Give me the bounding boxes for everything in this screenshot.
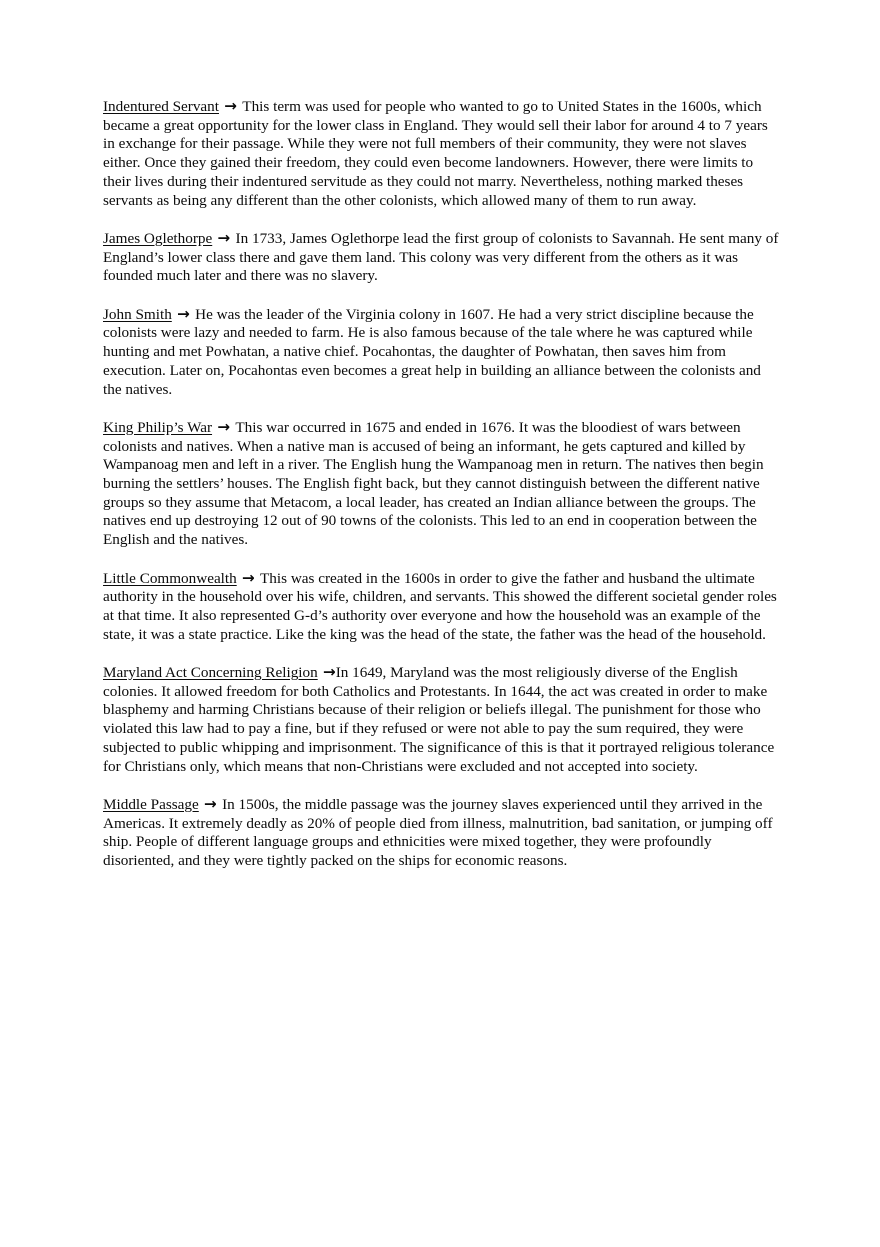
term-label: King Philip’s War — [103, 418, 213, 436]
right-arrow-icon: → — [317, 663, 336, 682]
entry-middle-passage — [103, 795, 779, 871]
definition-text: In 1500s, the middle passage was the journey slaves experienced until they arrived in the Americas. It extremely deadly as 20% of people died from illness, malnutrition, bad sanitation, or jumping off ship. People of different language groups and ethnicities were mixed together, they were profoundly disoriented, and they were tightly packed on the ships for economic reasons. — [103, 795, 773, 870]
entry-maryland-act-concerning-religion — [103, 663, 779, 776]
right-arrow-icon: → — [218, 97, 243, 115]
term-label: Middle Passage — [103, 795, 199, 813]
definition-text: In 1733, James Oglethorpe lead the first group of colonists to Savannah. He sent many of England’s lower class there and gave them land. This colony was very different from the others as it was founded much later and there was no slavery. — [103, 229, 779, 285]
term-label: Little Commonwealth — [103, 569, 237, 587]
right-arrow-icon: → — [212, 417, 236, 436]
definition-text: He was the leader of the Virginia colony in 1607. He had a very strict discipline because the colonists were lazy and needed to farm. He is also famous because of the tale where he was captured while hunting and met Powhatan, a native chief. Pocahontas, the daughter of Powhatan, then saves him from execution. Later on, Pocahontas even becomes a great help in building an alliance between the colonists and the natives. — [103, 305, 761, 398]
right-arrow-icon: → — [212, 228, 236, 247]
document-content — [103, 97, 779, 889]
definition-text: In 1649, Maryland was the most religiously diverse of the English colonies. It allowed freedom for both Catholics and Protestants. In 1644, the act was created in order to make blasphemy and harming Christians because of their religion or beliefs illegal. The punishment for those who violated this law had to pay a fine, but if they refused or were not able to pay the sum required, they were subjected to public whipping and imprisonment. The significance of this is that it portrayed religious tolerance for Christians only, which means that non-Christians were excluded and not accepted into society. — [103, 664, 775, 775]
entry-john-smith — [103, 305, 779, 400]
entry-indentured-servant — [103, 97, 779, 210]
right-arrow-icon: → — [236, 568, 261, 587]
entry-james-oglethorpe — [103, 229, 779, 286]
entry-little-commonwealth — [103, 569, 779, 645]
definition-text: This was created in the 1600s in order to give the father and husband the ultimate authority in the household over his wife, children, and servants. This showed the different societal gender roles at that time. It also represented G-d’s authority over everyone and how the household was an example of the state, it was a state practice. Like the king was the head of the state, the father was the head of the household. — [103, 569, 777, 643]
term-label: James Oglethorpe — [103, 229, 213, 247]
right-arrow-icon: → — [171, 304, 196, 323]
entry-king-philips-war — [103, 418, 779, 550]
term-label: John Smith — [103, 305, 172, 323]
term-label: Indentured Servant — [103, 98, 219, 115]
definition-text: This war occurred in 1675 and ended in 1676. It was the bloodiest of wars between colonists and natives. When a native man is accused of being an informant, he gets captured and killed by Wampanoag men and left in a river. The English hung the Wampanoag men in return. The natives then begin burning the settlers’ houses. The English fight back, but they cannot distinguish between the different native groups so they assume that Metacom, a local leader, has created an Indian alliance between the groups. The natives end up destroying 12 out of 90 towns of the colonists. This led to an end in cooperation between the English and the natives. — [103, 418, 764, 549]
term-label: Maryland Act Concerning Religion — [103, 664, 318, 682]
right-arrow-icon: → — [198, 794, 223, 813]
definition-text: This term was used for people who wanted to go to United States in the 1600s, which became a great opportunity for the lower class in England. They would sell their labor for around 4 to 7 years in exchange for their passage. While they were not full members of their community, they were not slaves either. Once they gained their freedom, they could even become landowners. However, there were limits to their lives during their indentured servitude as they could not marry. Nevertheless, nothing marked theses servants as being any different than the other colonists, which allowed many of them to run away. — [103, 98, 768, 209]
